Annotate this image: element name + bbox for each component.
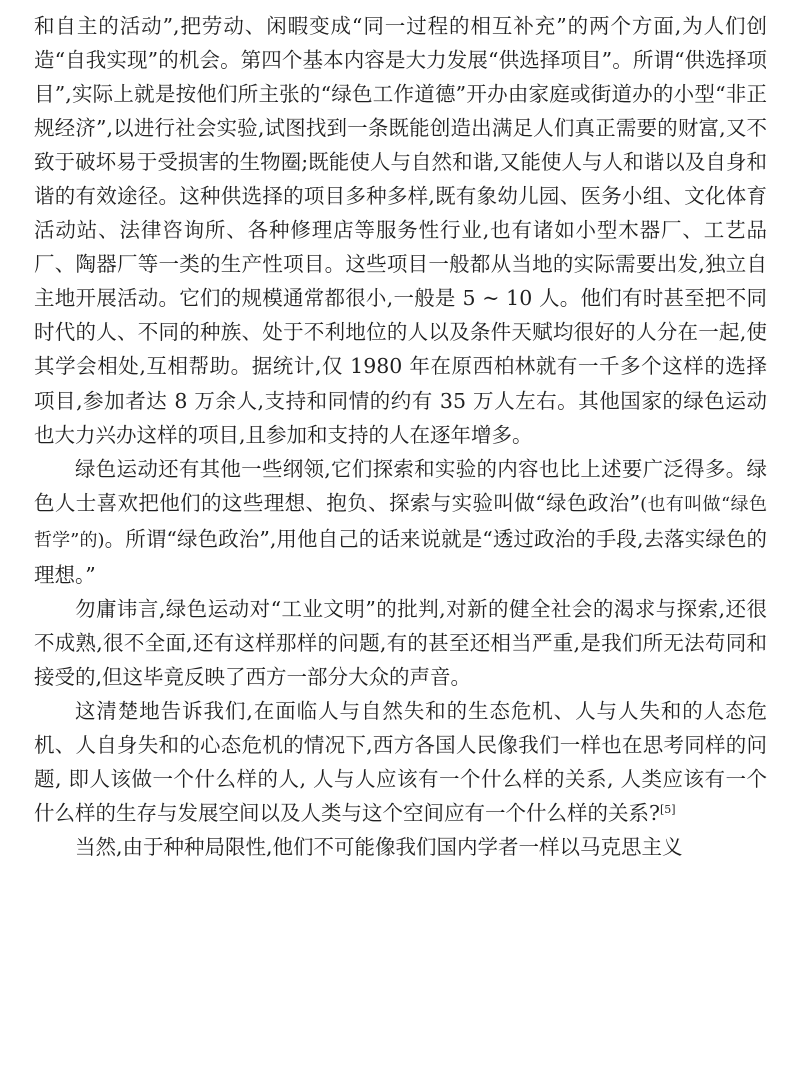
- paragraph-green-politics-text-end: 。所谓“绿色政治”,用他自己的话来说就是“透过政治的手段,去落实绿色的理想。”: [34, 526, 767, 587]
- paragraph-green-politics: [34, 452, 767, 592]
- paragraph-three-crises-text: 这清楚地告诉我们,在面临人与自然失和的生态危机、人与人失和的人态危机、人自身失和的心态危机的情况下,西方各国人民像我们一样也在思考同样的问题, 即人该做一个什么样的人, 人与人应该有一个什么样的关系, 人类应该有一个什么样的生存与发展空间以及人类与这个空间应有一个什么样的关系?: [34, 698, 767, 826]
- paragraph-alternative-projects: 和自主的活动”,把劳动、闲暇变成“同一过程的相互补充”的两个方面,为人们创造“自我实现”的机会。第四个基本内容是大力发展“供选择项目”。所谓“供选择项目”,实际上就是按他们所主张的“绿色工作道德”开办由家庭或街道办的小型“非正规经济”,以进行社会实验,试图找到一条既能创造出满足人们真正需要的财富,又不致于破坏易于受损害的生物圈;既能使人与自然和谐,又能使人与人和谐以及自身和谐的有效途径。这种供选择的项目多种多样,既有象幼儿园、医务小组、文化体育活动站、法律咨询所、各种修理店等服务性行业,也有诸如小型木器厂、工艺品厂、陶器厂等一类的生产性项目。这些项目一般都从当地的实际需要出发,独立自主地开展活动。它们的规模通常都很小,一般是 5 ~ 10 人。他们有时甚至把不同时代的人、不同的种族、处于不利地位的人以及条件天赋均很好的人分在一起,使其学会相处,互相帮助。据统计,仅 1980 年在原西柏林就有一千多个这样的选择项目,参加者达 8 万余人,支持和同情的约有 35 万人左右。其他国家的绿色运动也大力兴办这样的项目,且参加和支持的人在逐年增多。: [34, 14, 767, 447]
- parenthetical-green-philosophy: (也有叫做“绿色哲学”的): [34, 493, 767, 551]
- paragraph-three-crises: [34, 694, 767, 830]
- paragraph-critique: 勿庸讳言,绿色运动对“工业文明”的批判,对新的健全社会的渴求与探索,还很不成熟,很不全面,还有这样那样的问题,有的甚至还相当严重,是我们所无法苟同和接受的,但这毕竟反映了西方一部分大众的声音。: [34, 596, 767, 689]
- footnote-marker[interactable]: [5]: [660, 803, 676, 817]
- paragraph-green-politics-text: 绿色运动还有其他一些纲领,它们探索和实验的内容也比上述要广泛得多。绿色人士喜欢把他们的这些理想、抱负、探索与实验叫做“绿色政治”: [34, 456, 767, 515]
- paragraph-limitations: 当然,由于种种局限性,他们不可能像我们国内学者一样以马克思主义: [75, 835, 683, 860]
